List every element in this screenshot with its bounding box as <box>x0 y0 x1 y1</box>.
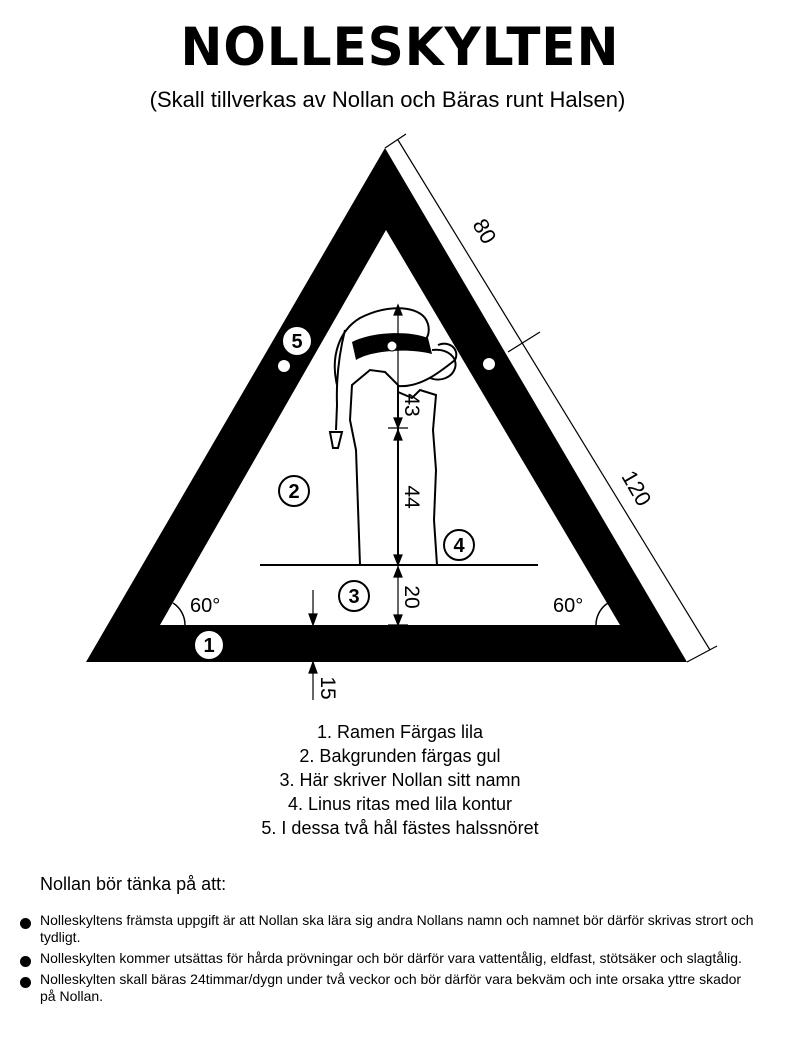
marker-1 <box>194 630 224 660</box>
page-title: NOLLESKYLTEN <box>180 16 620 78</box>
legend-item: 4. Linus ritas med lila kontur <box>287 794 513 814</box>
dim-side-upper: 80 <box>467 214 502 249</box>
triangle-frame <box>86 148 687 662</box>
dim-side-lower: 120 <box>616 466 657 511</box>
cap-emblem <box>387 341 397 351</box>
bullet-icon <box>20 918 31 929</box>
svg-text:3: 3 <box>348 586 360 608</box>
angle-label-left: 60° <box>190 595 221 617</box>
bullet-icon <box>20 956 31 967</box>
marker-5 <box>282 326 312 356</box>
legend-item: 2. Bakgrunden färgas gul <box>299 746 501 766</box>
list-item <box>18 912 758 946</box>
bullet-text: Nolleskylten kommer utsättas för hårda prövningar och bör därför vara vattentålig, eldfast, stötsäker och slagtålig. <box>40 950 742 966</box>
svg-text:4: 4 <box>453 535 465 557</box>
marker-4 <box>444 530 474 560</box>
bullet-text: Nolleskyltens främsta uppgift är att Nollan ska lära sig andra Nollans namn och namnet bör därför skrivas strort och tydligt. <box>40 912 754 945</box>
legend-item: 3. Här skriver Nollan sitt namn <box>279 770 521 790</box>
svg-text:5: 5 <box>291 331 303 353</box>
svg-text:2: 2 <box>288 481 300 503</box>
list-item <box>18 950 758 967</box>
legend-item: 1. Ramen Färgas lila <box>316 722 484 742</box>
dim-neck-height: 44 <box>400 485 423 509</box>
angle-arc-left <box>173 603 185 625</box>
dim-name-height: 20 <box>400 585 423 609</box>
marker-3 <box>339 581 369 611</box>
dim-frame-width: 15 <box>316 676 339 700</box>
svg-text:1: 1 <box>203 635 215 657</box>
notes-list <box>18 912 758 1009</box>
list-item <box>18 971 758 1005</box>
angle-label-right: 60° <box>553 595 584 617</box>
angle-arc-right <box>596 603 608 625</box>
string-hole-left <box>278 360 290 372</box>
notes-heading: Nollan bör tänka på att: <box>40 874 227 894</box>
string-hole-right <box>483 358 495 370</box>
legend-item: 5. I dessa två hål fästes halssnöret <box>261 818 539 838</box>
page-subtitle: (Skall tillverkas av Nollan och Bäras runt Halsen) <box>149 87 626 112</box>
bullet-text: Nolleskylten skall bäras 24timmar/dygn under två veckor och bör därför vara bekväm och inte orsaka yttre skador på Nollan. <box>40 971 742 1004</box>
dim-cap-height: 43 <box>400 393 423 417</box>
legend <box>0 720 800 840</box>
bullet-icon <box>20 977 31 988</box>
marker-2 <box>279 476 309 506</box>
